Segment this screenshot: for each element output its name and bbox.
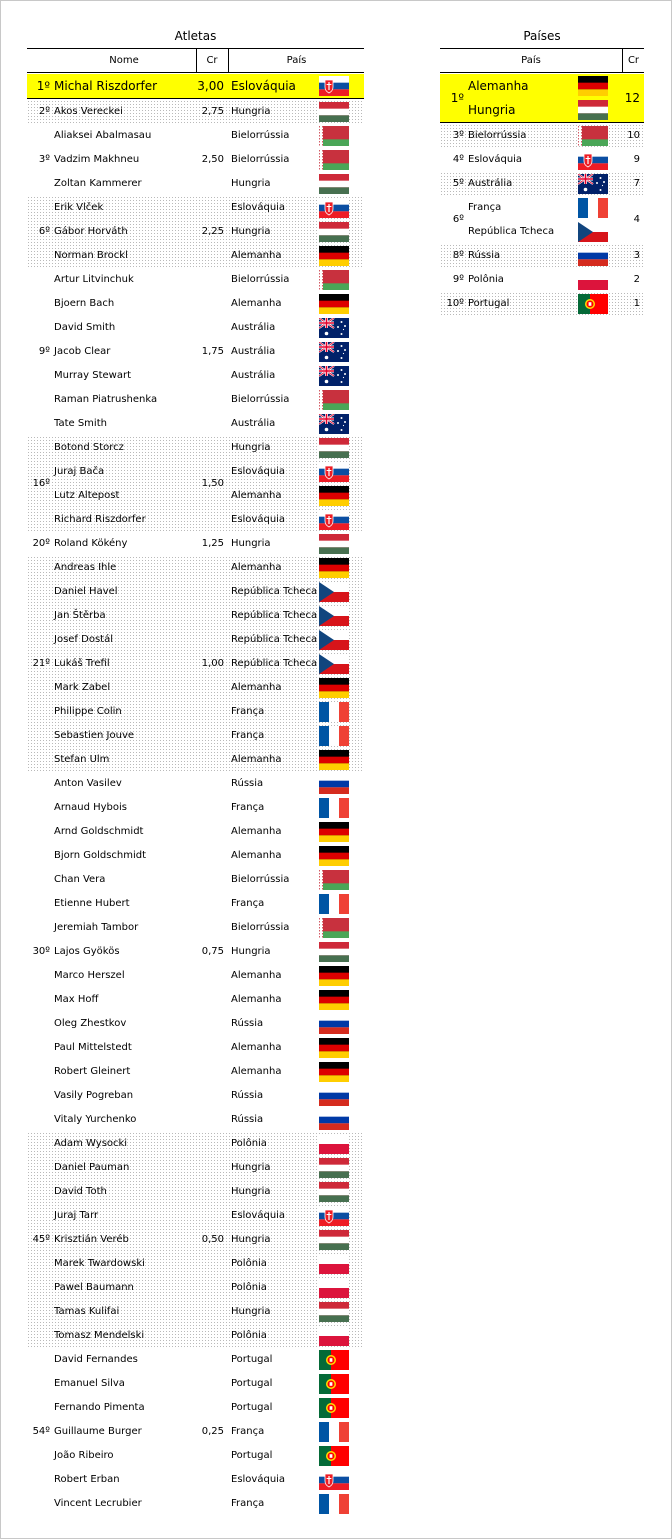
australia-flag-icon — [319, 414, 349, 434]
athlete-country: Alemanha — [231, 754, 282, 765]
athlete-country: Bielorrússia — [231, 922, 290, 933]
athlete-country: República Tcheca — [231, 634, 318, 645]
athlete-country: França — [231, 802, 265, 813]
athlete-name: Jacob Clear — [54, 346, 111, 357]
athlete-name: Arnd Goldschmidt — [54, 826, 144, 837]
country-rank: 4º — [452, 154, 464, 165]
athletes-first-place-rule — [27, 98, 364, 99]
germany-flag-icon — [319, 750, 349, 770]
czech-flag-icon — [319, 582, 349, 602]
athlete-name: Max Hoff — [54, 994, 99, 1005]
athlete-points: 0,25 — [201, 1426, 224, 1437]
athlete-points: 1,25 — [201, 538, 224, 549]
country-name: Polônia — [468, 274, 504, 285]
athlete-name: Gábor Horváth — [54, 226, 128, 237]
athlete-name: Raman Piatrushenka — [54, 394, 158, 405]
athlete-name: Daniel Havel — [54, 586, 118, 597]
athlete-name: David Toth — [54, 1186, 107, 1197]
slovakia-flag-icon — [578, 150, 608, 170]
russia-flag-icon — [578, 246, 608, 266]
poland-flag-icon — [319, 1254, 349, 1274]
athlete-name: Bjorn Goldschmidt — [54, 850, 147, 861]
belarus-flag-icon — [319, 390, 349, 410]
athlete-points: 2,50 — [201, 154, 224, 165]
athlete-name: Marek Twardowski — [54, 1258, 145, 1269]
countries-first-place-rule — [440, 122, 644, 123]
athlete-points: 1,75 — [201, 346, 224, 357]
russia-flag-icon — [319, 1086, 349, 1106]
athlete-country: República Tcheca — [231, 658, 318, 669]
czech-flag-icon — [319, 654, 349, 674]
athlete-country: Hungria — [231, 1162, 271, 1173]
athlete-country: Polônia — [231, 1330, 267, 1341]
country-name: Eslováquia — [468, 154, 523, 165]
athlete-name: Vincent Lecrubier — [54, 1498, 142, 1509]
athlete-name: Roland Kökény — [54, 538, 128, 549]
germany-flag-icon — [319, 990, 349, 1010]
portugal-flag-icon — [319, 1374, 349, 1394]
australia-flag-icon — [319, 318, 349, 338]
athlete-country: Portugal — [231, 1354, 273, 1365]
athlete-name: Tamas Kulifai — [54, 1306, 120, 1317]
athlete-rank: 20º — [32, 538, 50, 549]
athlete-name: Philippe Colin — [54, 706, 122, 717]
country-name: Austrália — [468, 178, 513, 189]
athlete-country: França — [231, 730, 265, 741]
athlete-country: Alemanha — [231, 298, 282, 309]
athlete-country: Bielorrússia — [231, 394, 290, 405]
poland-flag-icon — [319, 1278, 349, 1298]
countries-header-divider — [622, 48, 623, 72]
athlete-rank: 45º — [32, 1234, 50, 1245]
athlete-name: Tate Smith — [54, 418, 107, 429]
athlete-country: Eslováquia — [231, 1474, 286, 1485]
athlete-name: Adam Wysocki — [54, 1138, 128, 1149]
hungary-flag-icon — [319, 222, 349, 242]
athlete-name: Robert Gleinert — [54, 1066, 131, 1077]
athlete-name: Lutz Altepost — [54, 490, 120, 501]
country-name: Hungria — [468, 103, 516, 117]
athlete-country: Bielorrússia — [231, 154, 290, 165]
athlete-country: Hungria — [231, 178, 271, 189]
athlete-rank: 30º — [32, 946, 50, 957]
athlete-rank: 3º — [38, 154, 50, 165]
athlete-country: Rússia — [231, 1114, 264, 1125]
countries-top-rule — [440, 48, 644, 49]
athlete-name: Josef Dostál — [54, 634, 113, 645]
country-rank: 1º — [450, 91, 464, 105]
athlete-rank: 6º — [38, 226, 50, 237]
athlete-name: Robert Erban — [54, 1474, 120, 1485]
country-rank: 3º — [452, 130, 464, 141]
countries-header-country: País — [521, 55, 541, 66]
hungary-flag-icon — [319, 1302, 349, 1322]
athlete-country: Portugal — [231, 1450, 273, 1461]
australia-flag-icon — [319, 366, 349, 386]
athlete-name: Vasily Pogreban — [54, 1090, 134, 1101]
germany-flag-icon — [319, 486, 349, 506]
country-rank: 10º — [446, 298, 464, 309]
country-rank: 8º — [452, 250, 464, 261]
countries-header-rule — [440, 72, 644, 73]
athlete-name: Emanuel Silva — [54, 1378, 125, 1389]
athletes-header-rule — [27, 72, 364, 73]
athlete-country: Bielorrússia — [231, 130, 290, 141]
country-name: Portugal — [468, 298, 510, 309]
russia-flag-icon — [319, 1014, 349, 1034]
france-flag-icon — [319, 798, 349, 818]
athlete-rank: 1º — [36, 79, 50, 93]
athlete-country: Portugal — [231, 1402, 273, 1413]
france-flag-icon — [319, 726, 349, 746]
athlete-points: 2,25 — [201, 226, 224, 237]
athletes-header-name: Nome — [109, 55, 139, 66]
athlete-name: Marco Herszel — [54, 970, 125, 981]
slovakia-flag-icon — [319, 462, 349, 482]
athlete-name: Botond Storcz — [54, 442, 124, 453]
country-points: 12 — [624, 91, 640, 105]
belarus-flag-icon — [319, 870, 349, 890]
athletes-header-divider-2 — [228, 48, 229, 72]
athlete-country: Alemanha — [231, 994, 282, 1005]
athlete-country: Bielorrússia — [231, 274, 290, 285]
athletes-header-country: País — [286, 55, 307, 66]
country-points: 1 — [633, 298, 640, 309]
athlete-name: Jeremiah Tambor — [54, 922, 139, 933]
athlete-country: Alemanha — [231, 850, 282, 861]
athlete-country: França — [231, 1426, 265, 1437]
athlete-rank: 2º — [38, 106, 50, 117]
athlete-name: Paul Mittelstedt — [54, 1042, 132, 1053]
athlete-name: David Fernandes — [54, 1354, 138, 1365]
poland-flag-icon — [319, 1326, 349, 1346]
country-points: 2 — [633, 274, 640, 285]
athlete-name: Bjoern Bach — [54, 298, 115, 309]
athlete-name: David Smith — [54, 322, 116, 333]
germany-flag-icon — [319, 966, 349, 986]
country-points: 4 — [633, 214, 640, 225]
athlete-country: Rússia — [231, 778, 264, 789]
belarus-flag-icon — [319, 918, 349, 938]
athlete-name: Oleg Zhestkov — [54, 1018, 127, 1029]
athlete-country: Polônia — [231, 1282, 267, 1293]
athlete-country: Alemanha — [231, 250, 282, 261]
athlete-country: Austrália — [231, 370, 276, 381]
belarus-flag-icon — [319, 150, 349, 170]
athlete-name: Aliaksei Abalmasau — [54, 130, 152, 141]
athlete-name: Erik Vlček — [54, 202, 104, 213]
athletes-header-divider-1 — [196, 48, 197, 72]
germany-flag-icon — [319, 246, 349, 266]
athlete-country: Austrália — [231, 322, 276, 333]
hungary-flag-icon — [319, 1158, 349, 1178]
athlete-points: 1,00 — [201, 658, 224, 669]
slovakia-flag-icon — [319, 76, 349, 96]
athlete-country: Alemanha — [231, 682, 282, 693]
athlete-country: Portugal — [231, 1378, 273, 1389]
belarus-flag-icon — [319, 270, 349, 290]
athlete-country: Austrália — [231, 418, 276, 429]
germany-flag-icon — [319, 846, 349, 866]
portugal-flag-icon — [578, 294, 608, 314]
athlete-country: Alemanha — [231, 826, 282, 837]
germany-flag-icon — [319, 822, 349, 842]
countries-header-cr: Cr — [627, 55, 640, 66]
athlete-country: Hungria — [231, 106, 271, 117]
france-flag-icon — [319, 702, 349, 722]
athlete-name: Andreas Ihle — [54, 562, 117, 573]
athlete-country: Alemanha — [231, 490, 282, 501]
country-name: República Tcheca — [468, 226, 555, 237]
slovakia-flag-icon — [319, 1206, 349, 1226]
athlete-country: Alemanha — [231, 562, 282, 573]
athlete-country: Hungria — [231, 226, 271, 237]
athlete-country: Hungria — [231, 1186, 271, 1197]
athlete-country: Bielorrússia — [231, 874, 290, 885]
hungary-flag-icon — [319, 1230, 349, 1250]
portugal-flag-icon — [319, 1446, 349, 1466]
germany-flag-icon — [319, 678, 349, 698]
hungary-flag-icon — [578, 100, 608, 120]
athlete-points: 1,50 — [201, 478, 224, 489]
australia-flag-icon — [319, 342, 349, 362]
germany-flag-icon — [319, 558, 349, 578]
slovakia-flag-icon — [319, 1470, 349, 1490]
athlete-country: Hungria — [231, 1306, 271, 1317]
countries-title: Países — [523, 29, 561, 43]
athlete-country: Eslováquia — [231, 514, 286, 525]
country-points: 10 — [627, 130, 640, 141]
athlete-name: Juraj Bača — [54, 466, 105, 477]
hungary-flag-icon — [319, 1182, 349, 1202]
athlete-country: Eslováquia — [231, 1210, 286, 1221]
athlete-name: Anton Vasilev — [54, 778, 122, 789]
country-rank: 6º — [452, 214, 464, 225]
athlete-points: 2,75 — [201, 106, 224, 117]
athlete-country: França — [231, 1498, 265, 1509]
athlete-country: Rússia — [231, 1090, 264, 1101]
athlete-name: Guillaume Burger — [54, 1426, 142, 1437]
portugal-flag-icon — [319, 1398, 349, 1418]
athlete-name: Lajos Gyökös — [54, 946, 120, 957]
athlete-country: Polônia — [231, 1138, 267, 1149]
athlete-country: Polônia — [231, 1258, 267, 1269]
athlete-country: Hungria — [231, 1234, 271, 1245]
athlete-country: Alemanha — [231, 970, 282, 981]
athlete-points: 3,00 — [197, 79, 224, 93]
country-rank: 9º — [452, 274, 464, 285]
athlete-name: Mark Zabel — [54, 682, 111, 693]
athlete-name: Juraj Tarr — [54, 1210, 99, 1221]
country-name: França — [468, 202, 502, 213]
athlete-rank: 21º — [32, 658, 50, 669]
country-name: Alemanha — [468, 79, 529, 93]
country-points: 3 — [633, 250, 640, 261]
athlete-name: Zoltan Kammerer — [54, 178, 142, 189]
athlete-name: Murray Stewart — [54, 370, 131, 381]
athlete-name: Daniel Pauman — [54, 1162, 130, 1173]
slovakia-flag-icon — [319, 510, 349, 530]
country-rank: 5º — [452, 178, 464, 189]
athlete-country: Austrália — [231, 346, 276, 357]
athlete-name: Vitaly Yurchenko — [54, 1114, 137, 1125]
czech-flag-icon — [319, 606, 349, 626]
russia-flag-icon — [319, 1110, 349, 1130]
czech-flag-icon — [319, 630, 349, 650]
france-flag-icon — [319, 894, 349, 914]
athlete-rank: 9º — [38, 346, 50, 357]
athlete-country: Eslováquia — [231, 466, 286, 477]
athlete-name: Norman Brockl — [54, 250, 128, 261]
athlete-country: República Tcheca — [231, 610, 318, 621]
athlete-name: Lukáš Trefil — [54, 658, 110, 669]
athlete-rank: 16º — [32, 478, 50, 489]
country-points: 7 — [633, 178, 640, 189]
country-points: 9 — [633, 154, 640, 165]
belarus-flag-icon — [578, 126, 608, 146]
czech-flag-icon — [578, 222, 608, 242]
country-name: Bielorrússia — [468, 130, 527, 141]
athlete-points: 0,50 — [201, 1234, 224, 1245]
athlete-name: Vadzim Makhneu — [54, 154, 140, 165]
athletes-header-cr: Cr — [206, 55, 218, 66]
germany-flag-icon — [578, 76, 608, 96]
athlete-name: João Ribeiro — [54, 1450, 114, 1461]
athlete-country: Hungria — [231, 946, 271, 957]
australia-flag-icon — [578, 174, 608, 194]
athlete-country: Alemanha — [231, 1042, 282, 1053]
athlete-name: Krisztián Veréb — [54, 1234, 129, 1245]
hungary-flag-icon — [319, 438, 349, 458]
france-flag-icon — [578, 198, 608, 218]
country-name: Rússia — [468, 250, 501, 261]
poland-flag-icon — [578, 270, 608, 290]
athlete-name: Artur Litvinchuk — [54, 274, 134, 285]
athlete-name: Fernando Pimenta — [54, 1402, 145, 1413]
germany-flag-icon — [319, 294, 349, 314]
athlete-country: França — [231, 898, 265, 909]
athlete-name: Akos Vereckei — [54, 106, 123, 117]
germany-flag-icon — [319, 1038, 349, 1058]
athlete-country: França — [231, 706, 265, 717]
france-flag-icon — [319, 1422, 349, 1442]
athlete-name: Sebastien Jouve — [54, 730, 135, 741]
athlete-name: Chan Vera — [54, 874, 106, 885]
athlete-name: Jan Štěrba — [54, 610, 106, 621]
athlete-country: Alemanha — [231, 1066, 282, 1077]
athlete-country: Eslováquia — [231, 202, 286, 213]
athlete-country: Hungria — [231, 538, 271, 549]
hungary-flag-icon — [319, 534, 349, 554]
athlete-name: Arnaud Hybois — [54, 802, 127, 813]
athlete-name: Michal Riszdorfer — [54, 79, 158, 93]
athlete-name: Pawel Baumann — [54, 1282, 134, 1293]
athletes-title: Atletas — [174, 29, 217, 43]
hungary-flag-icon — [319, 174, 349, 194]
athlete-country: Rússia — [231, 1018, 264, 1029]
slovakia-flag-icon — [319, 198, 349, 218]
poland-flag-icon — [319, 1134, 349, 1154]
athlete-name: Tomasz Mendelski — [54, 1330, 145, 1341]
hungary-flag-icon — [319, 942, 349, 962]
athlete-name: Richard Riszdorfer — [54, 514, 146, 525]
france-flag-icon — [319, 1494, 349, 1514]
athlete-country: Hungria — [231, 442, 271, 453]
athlete-country: Eslováquia — [231, 79, 296, 93]
russia-flag-icon — [319, 774, 349, 794]
athlete-rank: 54º — [32, 1426, 50, 1437]
athlete-country: República Tcheca — [231, 586, 318, 597]
hungary-flag-icon — [319, 102, 349, 122]
germany-flag-icon — [319, 1062, 349, 1082]
athlete-points: 0,75 — [201, 946, 224, 957]
athlete-name: Etienne Hubert — [54, 898, 130, 909]
athlete-name: Stefan Ulm — [54, 754, 110, 765]
belarus-flag-icon — [319, 126, 349, 146]
portugal-flag-icon — [319, 1350, 349, 1370]
